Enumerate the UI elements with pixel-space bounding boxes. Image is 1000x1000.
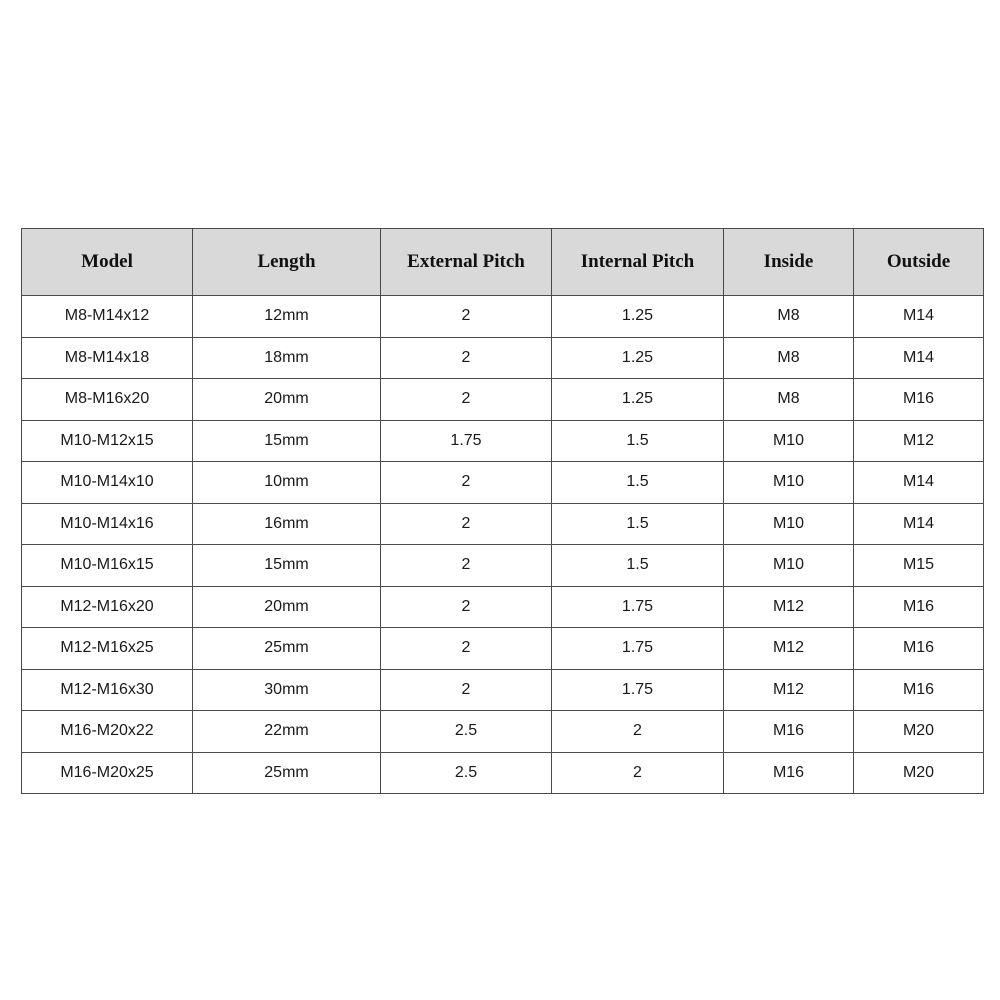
cell-length: 20mm bbox=[193, 379, 381, 421]
cell-internal-pitch: 1.5 bbox=[552, 420, 724, 462]
cell-internal-pitch: 1.25 bbox=[552, 337, 724, 379]
cell-length: 20mm bbox=[193, 586, 381, 628]
cell-external-pitch: 2 bbox=[381, 337, 552, 379]
cell-length: 30mm bbox=[193, 669, 381, 711]
table-row bbox=[22, 545, 984, 587]
cell-model: M10-M14x10 bbox=[22, 462, 193, 504]
cell-external-pitch: 2 bbox=[381, 462, 552, 504]
cell-model: M12-M16x20 bbox=[22, 586, 193, 628]
cell-inside: M16 bbox=[724, 711, 854, 753]
table-row bbox=[22, 669, 984, 711]
cell-external-pitch: 2 bbox=[381, 628, 552, 670]
cell-outside: M16 bbox=[854, 586, 984, 628]
table-header bbox=[22, 229, 984, 296]
cell-model: M8-M16x20 bbox=[22, 379, 193, 421]
cell-external-pitch: 2 bbox=[381, 503, 552, 545]
cell-model: M10-M14x16 bbox=[22, 503, 193, 545]
table-row bbox=[22, 752, 984, 794]
header-model: Model bbox=[22, 229, 193, 296]
header-inside: Inside bbox=[724, 229, 854, 296]
cell-internal-pitch: 1.75 bbox=[552, 669, 724, 711]
cell-inside: M16 bbox=[724, 752, 854, 794]
cell-outside: M14 bbox=[854, 503, 984, 545]
cell-external-pitch: 2 bbox=[381, 545, 552, 587]
cell-inside: M10 bbox=[724, 462, 854, 504]
cell-inside: M12 bbox=[724, 669, 854, 711]
cell-inside: M12 bbox=[724, 628, 854, 670]
cell-external-pitch: 2 bbox=[381, 586, 552, 628]
cell-inside: M10 bbox=[724, 545, 854, 587]
cell-outside: M16 bbox=[854, 379, 984, 421]
table-row bbox=[22, 337, 984, 379]
cell-length: 25mm bbox=[193, 752, 381, 794]
cell-length: 15mm bbox=[193, 420, 381, 462]
table-row bbox=[22, 586, 984, 628]
cell-internal-pitch: 1.25 bbox=[552, 379, 724, 421]
cell-length: 18mm bbox=[193, 337, 381, 379]
cell-inside: M10 bbox=[724, 420, 854, 462]
header-row bbox=[22, 229, 984, 296]
cell-internal-pitch: 2 bbox=[552, 752, 724, 794]
cell-inside: M8 bbox=[724, 296, 854, 338]
cell-outside: M20 bbox=[854, 711, 984, 753]
cell-outside: M12 bbox=[854, 420, 984, 462]
cell-external-pitch: 2 bbox=[381, 296, 552, 338]
cell-internal-pitch: 1.5 bbox=[552, 545, 724, 587]
table-row bbox=[22, 379, 984, 421]
cell-length: 12mm bbox=[193, 296, 381, 338]
table-row bbox=[22, 462, 984, 504]
cell-external-pitch: 2 bbox=[381, 669, 552, 711]
cell-external-pitch: 2 bbox=[381, 379, 552, 421]
cell-internal-pitch: 1.75 bbox=[552, 586, 724, 628]
cell-internal-pitch: 1.5 bbox=[552, 462, 724, 504]
table-row bbox=[22, 628, 984, 670]
cell-model: M10-M12x15 bbox=[22, 420, 193, 462]
spec-table bbox=[21, 228, 984, 794]
cell-inside: M12 bbox=[724, 586, 854, 628]
cell-outside: M20 bbox=[854, 752, 984, 794]
cell-model: M8-M14x18 bbox=[22, 337, 193, 379]
cell-length: 15mm bbox=[193, 545, 381, 587]
cell-length: 16mm bbox=[193, 503, 381, 545]
cell-external-pitch: 1.75 bbox=[381, 420, 552, 462]
cell-outside: M16 bbox=[854, 669, 984, 711]
cell-internal-pitch: 2 bbox=[552, 711, 724, 753]
cell-model: M16-M20x22 bbox=[22, 711, 193, 753]
cell-external-pitch: 2.5 bbox=[381, 752, 552, 794]
cell-length: 10mm bbox=[193, 462, 381, 504]
cell-inside: M8 bbox=[724, 379, 854, 421]
cell-model: M12-M16x30 bbox=[22, 669, 193, 711]
table-body bbox=[22, 296, 984, 794]
cell-outside: M14 bbox=[854, 462, 984, 504]
table-row bbox=[22, 420, 984, 462]
cell-outside: M14 bbox=[854, 337, 984, 379]
cell-internal-pitch: 1.5 bbox=[552, 503, 724, 545]
cell-model: M10-M16x15 bbox=[22, 545, 193, 587]
cell-external-pitch: 2.5 bbox=[381, 711, 552, 753]
cell-model: M8-M14x12 bbox=[22, 296, 193, 338]
table-row bbox=[22, 711, 984, 753]
table-row bbox=[22, 296, 984, 338]
cell-outside: M14 bbox=[854, 296, 984, 338]
cell-length: 25mm bbox=[193, 628, 381, 670]
header-internal-pitch: Internal Pitch bbox=[552, 229, 724, 296]
cell-inside: M8 bbox=[724, 337, 854, 379]
cell-internal-pitch: 1.75 bbox=[552, 628, 724, 670]
cell-outside: M16 bbox=[854, 628, 984, 670]
cell-inside: M10 bbox=[724, 503, 854, 545]
header-external-pitch: External Pitch bbox=[381, 229, 552, 296]
cell-internal-pitch: 1.25 bbox=[552, 296, 724, 338]
header-outside: Outside bbox=[854, 229, 984, 296]
cell-length: 22mm bbox=[193, 711, 381, 753]
table-row bbox=[22, 503, 984, 545]
cell-model: M12-M16x25 bbox=[22, 628, 193, 670]
header-length: Length bbox=[193, 229, 381, 296]
cell-outside: M15 bbox=[854, 545, 984, 587]
cell-model: M16-M20x25 bbox=[22, 752, 193, 794]
